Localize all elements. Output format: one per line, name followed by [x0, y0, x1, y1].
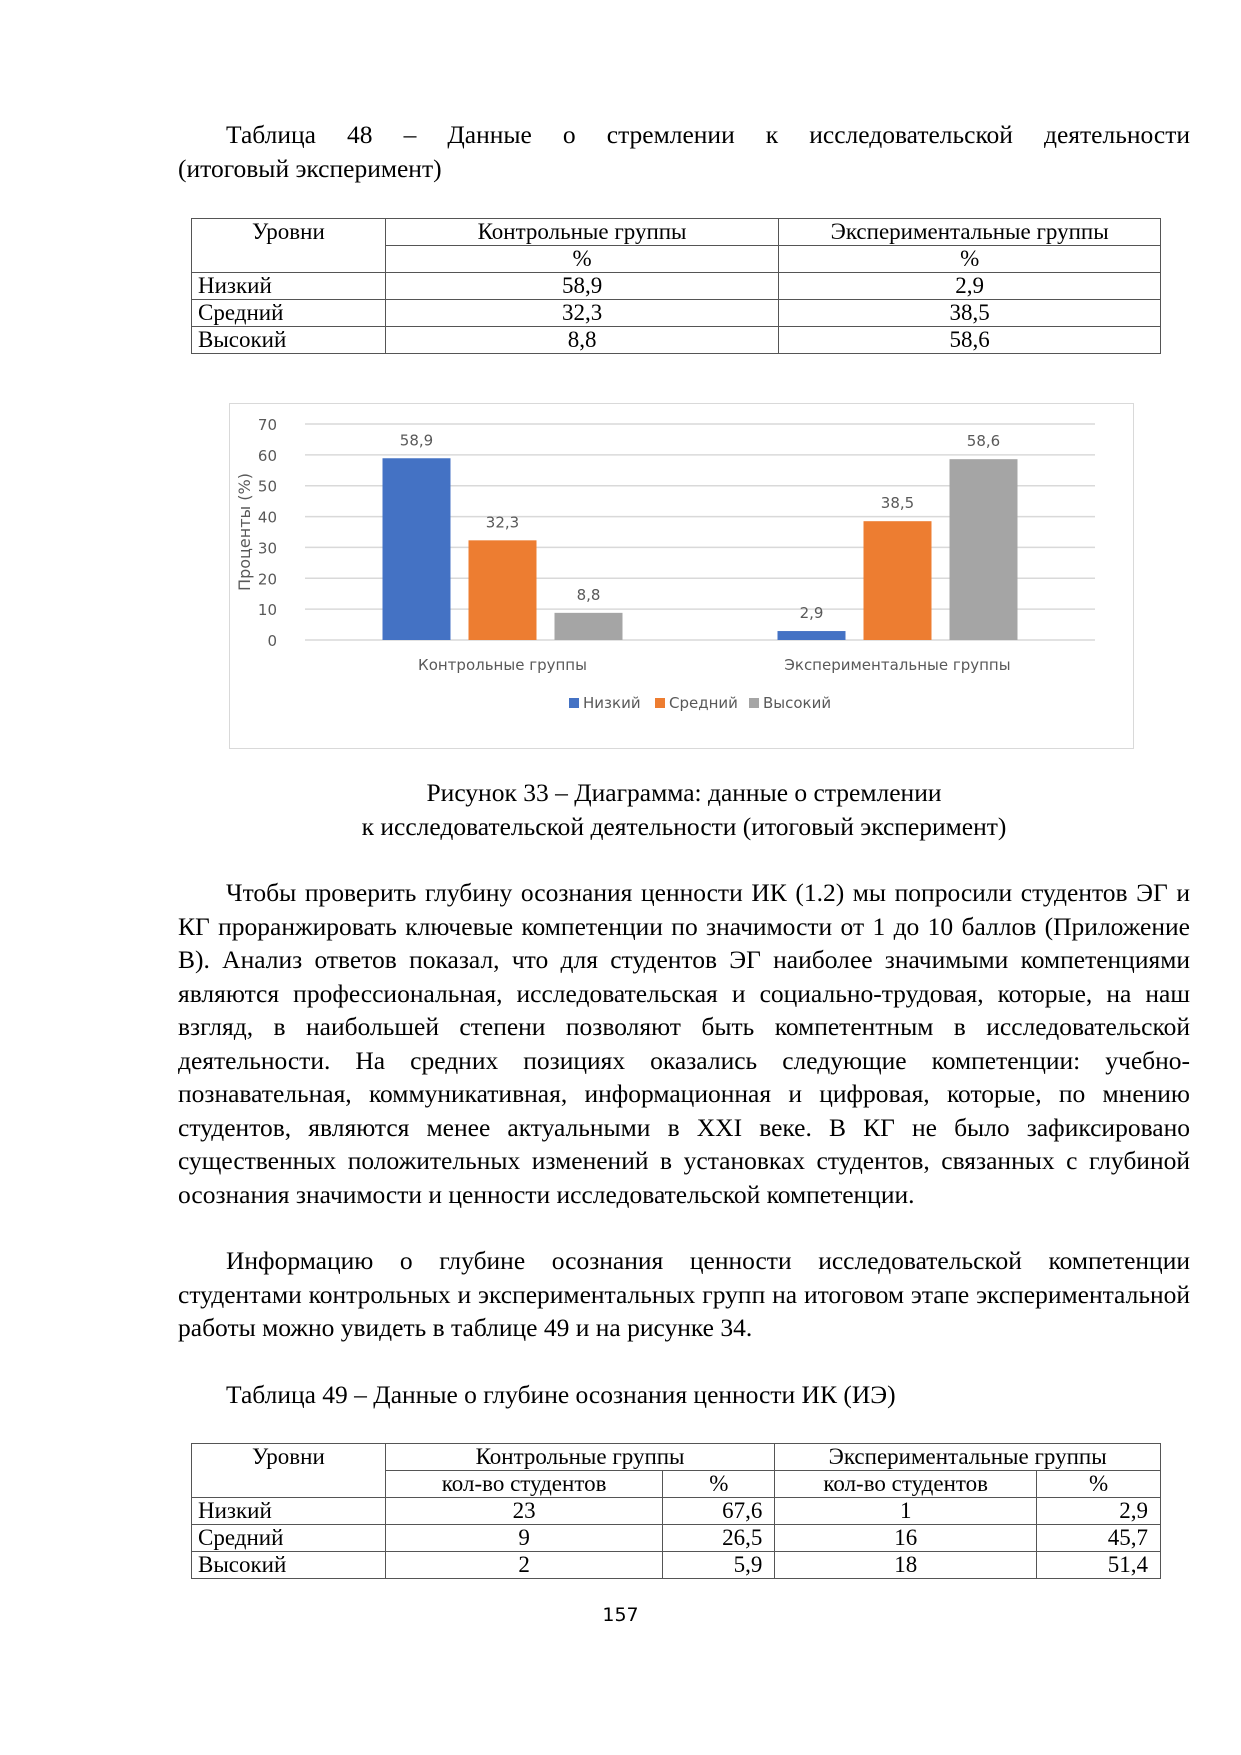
- data-label: 58,6: [966, 432, 1001, 451]
- bar-Высокий: [950, 459, 1018, 640]
- data-label: 38,5: [880, 494, 915, 513]
- row-experimental: 2,9: [779, 273, 1161, 300]
- row-level: Средний: [192, 1525, 386, 1552]
- row-exp-count: 16: [775, 1525, 1037, 1552]
- header-exp-percent: %: [1037, 1471, 1161, 1498]
- row-control-count: 23: [385, 1498, 663, 1525]
- row-control-pct: 5,9: [663, 1552, 775, 1579]
- row-level: Низкий: [192, 273, 386, 300]
- table48-header-row: [192, 219, 1161, 246]
- row-level: Высокий: [192, 327, 386, 354]
- row-control-pct: 26,5: [663, 1525, 775, 1552]
- data-label: 58,9: [399, 431, 434, 450]
- data-label: 32,3: [485, 513, 520, 532]
- table-49: [191, 1443, 1161, 1579]
- page-number: 157: [602, 1604, 639, 1626]
- table49-title: Таблица 49 – Данные о глубине осознания ценности ИК (ИЭ): [226, 1380, 896, 1409]
- data-label: 8,8: [576, 585, 601, 604]
- x-category-label: Экспериментальные группы: [784, 656, 1011, 674]
- row-exp-pct: 51,4: [1037, 1552, 1161, 1579]
- table-row: [192, 1552, 1161, 1579]
- legend-swatch: [569, 698, 579, 708]
- header-levels: Уровни: [192, 1444, 386, 1498]
- x-category-label: Контрольные группы: [418, 656, 587, 674]
- table49-header-row: [192, 1444, 1161, 1471]
- row-control: 8,8: [385, 327, 779, 354]
- legend-label: Высокий: [763, 694, 832, 712]
- bar-Высокий: [555, 613, 623, 640]
- y-tick-label: 40: [257, 508, 277, 527]
- table-row: [192, 327, 1161, 354]
- row-exp-pct: 45,7: [1037, 1525, 1161, 1552]
- table48-title-line1: Таблица 48 – Данные о стремлении к исследовательской деятельности: [226, 120, 1190, 149]
- header-experimental-unit: %: [779, 246, 1161, 273]
- header-control-count: кол-во студентов: [385, 1471, 663, 1498]
- table-48: [191, 218, 1161, 354]
- header-experimental: Экспериментальные группы: [775, 1444, 1161, 1471]
- row-level: Низкий: [192, 1498, 386, 1525]
- bar-chart: [230, 404, 1133, 748]
- y-tick-label: 10: [257, 601, 277, 620]
- header-experimental: Экспериментальные группы: [779, 219, 1161, 246]
- chart-container: [229, 403, 1134, 749]
- y-tick-label: 0: [267, 632, 277, 650]
- row-control: 32,3: [385, 300, 779, 327]
- row-level: Средний: [192, 300, 386, 327]
- data-label: 2,9: [799, 604, 824, 623]
- header-control-unit: %: [385, 246, 779, 273]
- y-tick-label: 50: [257, 477, 277, 496]
- table-row: [192, 1498, 1161, 1525]
- bar-Средний: [469, 540, 537, 640]
- row-exp-count: 1: [775, 1498, 1037, 1525]
- row-control: 58,9: [385, 273, 779, 300]
- table-row: [192, 300, 1161, 327]
- legend-label: Средний: [669, 694, 738, 712]
- body-paragraph-2: Информацию о глубине осознания ценности исследовательской компетенции студентами контрольных и экспериментальных групп на итоговом этапе экспериментальной работы можно увидеть в таблице 49 и на рисунке 34.: [178, 1246, 1190, 1342]
- figure33-caption-line1: Рисунок 33 – Диаграмма: данные о стремлении: [426, 778, 942, 807]
- table-row: [192, 273, 1161, 300]
- body-paragraph-1: Чтобы проверить глубину осознания ценности ИК (1.2) мы попросили студентов ЭГ и КГ проранжировать ключевые компетенции по значимости от 1 до 10 баллов (Приложение В). Анализ ответов показал, что для студентов ЭГ наиболее значимыми компетенциями являются профессиональная, исследовательская и социально-трудовая, которые, на наш взгляд, в наибольшей степени позволяют быть компетентным в исследовательской деятельности. На средних позициях оказались следующие компетенции: учебно-познавательная, коммуникативная, информационная и цифровая, которые, по мнению студентов, являются менее актуальными в XXI веке. В КГ не было зафиксировано существенных положительных изменений в установках студентов, связанных с глубиной осознания значимости и ценности исследовательской компетенции.: [178, 878, 1190, 1209]
- legend-swatch: [655, 698, 665, 708]
- row-control-count: 9: [385, 1525, 663, 1552]
- row-control-count: 2: [385, 1552, 663, 1579]
- bar-Средний: [864, 521, 932, 640]
- header-control: Контрольные группы: [385, 1444, 775, 1471]
- row-experimental: 58,6: [779, 327, 1161, 354]
- table48-title-line2: (итоговый эксперимент): [178, 154, 442, 183]
- header-exp-count: кол-во студентов: [775, 1471, 1037, 1498]
- row-level: Высокий: [192, 1552, 386, 1579]
- legend-swatch: [749, 698, 759, 708]
- row-exp-count: 18: [775, 1552, 1037, 1579]
- y-tick-label: 70: [257, 416, 277, 434]
- legend-label: Низкий: [583, 694, 641, 712]
- bar-Низкий: [383, 458, 451, 640]
- y-tick-label: 60: [257, 446, 277, 465]
- table-row: [192, 1525, 1161, 1552]
- row-experimental: 38,5: [779, 300, 1161, 327]
- row-exp-pct: 2,9: [1037, 1498, 1161, 1525]
- row-control-pct: 67,6: [663, 1498, 775, 1525]
- header-levels: Уровни: [192, 219, 386, 273]
- figure33-caption-line2: к исследовательской деятельности (итоговый эксперимент): [361, 812, 1007, 841]
- y-axis-label: Проценты (%): [235, 473, 254, 591]
- y-tick-label: 20: [257, 570, 277, 589]
- header-control-percent: %: [663, 1471, 775, 1498]
- header-control: Контрольные группы: [385, 219, 779, 246]
- y-tick-label: 30: [257, 539, 277, 558]
- bar-Низкий: [778, 631, 846, 640]
